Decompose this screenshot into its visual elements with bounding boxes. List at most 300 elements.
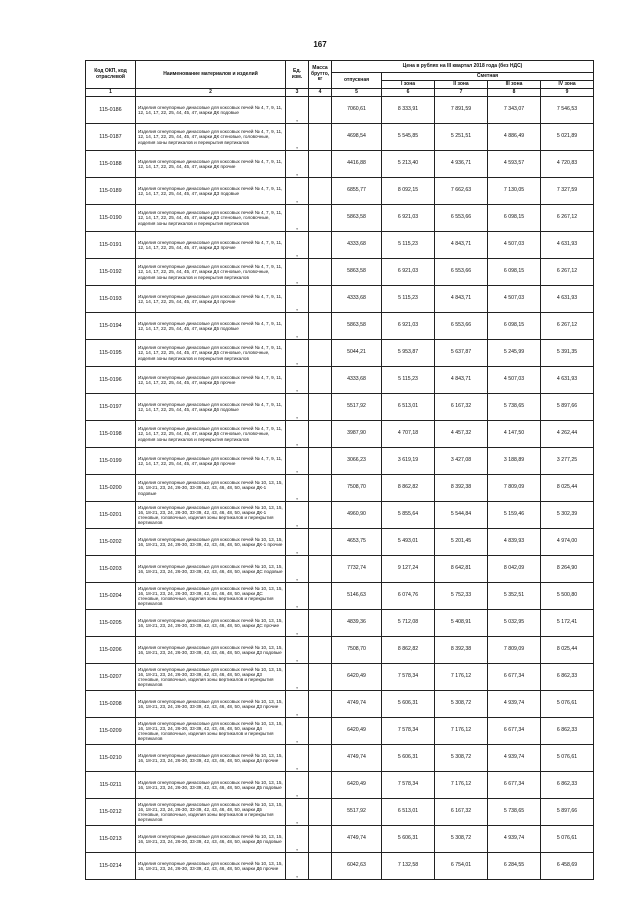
row-name: Изделия огнеупорные динасовые для коксовых печей № 4, 7, 9, 11, 12, 14, 17, 22, 25, 44, 45, 47, марки Д6 подовые [136, 394, 286, 421]
row-unit: т [286, 97, 309, 124]
row-code: 115-0206 [86, 637, 136, 664]
row-unit: т [286, 232, 309, 259]
row-zone-4-price: 5 500,80 [541, 583, 594, 610]
row-mass [309, 367, 332, 394]
row-release-price: 4416,88 [332, 151, 382, 178]
row-name: Изделия огнеупорные динасовые для коксовых печей № 10, 13, 15, 16, 18-21, 23, 24, 26-30, 33-39, 42, 43, 46, 48, 50, марки ДС стеновые, головочные, изделия зоны вертикалов и перекрытия вертикалов [136, 583, 286, 610]
row-zone-3-price: 4 886,49 [488, 124, 541, 151]
table-row [86, 745, 594, 772]
col-number: 7 [435, 89, 488, 97]
row-release-price: 4749,74 [332, 691, 382, 718]
table-row [86, 826, 594, 853]
row-release-price: 7508,70 [332, 637, 382, 664]
row-mass [309, 151, 332, 178]
row-code: 115-0203 [86, 556, 136, 583]
price-table [85, 60, 594, 880]
table-row [86, 421, 594, 448]
row-mass [309, 475, 332, 502]
header-zone-1: I зона [382, 81, 435, 89]
row-zone-3-price: 6 677,34 [488, 772, 541, 799]
row-zone-2-price: 7 662,63 [435, 178, 488, 205]
row-zone-3-price: 5 738,65 [488, 394, 541, 421]
row-zone-1-price: 5 493,01 [382, 529, 435, 556]
row-zone-2-price: 5 544,84 [435, 502, 488, 529]
row-unit: т [286, 583, 309, 610]
row-zone-3-price: 4 507,03 [488, 367, 541, 394]
row-unit: т [286, 529, 309, 556]
row-zone-2-price: 6 167,32 [435, 799, 488, 826]
table-row [86, 475, 594, 502]
row-zone-4-price: 6 267,12 [541, 313, 594, 340]
row-name: Изделия огнеупорные динасовые для коксовых печей № 10, 13, 15, 16, 18-21, 23, 24, 26-30, 33-39, 42, 43, 46, 48, 50, марки Д6 прочие [136, 853, 286, 880]
row-zone-3-price: 6 677,34 [488, 718, 541, 745]
row-release-price: 4698,54 [332, 124, 382, 151]
row-release-price: 3987,90 [332, 421, 382, 448]
row-release-price: 5863,58 [332, 259, 382, 286]
row-code: 115-0209 [86, 718, 136, 745]
row-name: Изделия огнеупорные динасовые для коксовых печей № 10, 13, 15, 16, 18-21, 23, 24, 26-30, 33-39, 42, 43, 46, 48, 50, марки Д4 стеновые, головочные, изделия зоны вертикалов и перекрытия вертикалов [136, 718, 286, 745]
row-release-price: 6420,49 [332, 772, 382, 799]
row-zone-1-price: 5 115,23 [382, 367, 435, 394]
row-zone-2-price: 6 553,66 [435, 313, 488, 340]
row-release-price: 4333,68 [332, 232, 382, 259]
col-number: 6 [382, 89, 435, 97]
row-release-price: 4960,90 [332, 502, 382, 529]
row-code: 115-0192 [86, 259, 136, 286]
row-zone-1-price: 7 132,58 [382, 853, 435, 880]
row-name: Изделия огнеупорные динасовые для коксовых печей № 10, 13, 15, 16, 18-21, 23, 24, 26-30, 33-39, 42, 43, 46, 48, 50, марки ДК-1 подовые [136, 475, 286, 502]
row-mass [309, 826, 332, 853]
header-name: Наименование материалов и изделий [136, 61, 286, 89]
table-row [86, 691, 594, 718]
row-unit: т [286, 772, 309, 799]
row-unit: т [286, 718, 309, 745]
row-release-price: 6855,77 [332, 178, 382, 205]
row-zone-3-price: 7 809,09 [488, 475, 541, 502]
row-zone-3-price: 4 939,74 [488, 745, 541, 772]
row-zone-4-price: 6 862,33 [541, 772, 594, 799]
row-mass [309, 313, 332, 340]
row-unit: т [286, 475, 309, 502]
row-zone-1-price: 5 855,64 [382, 502, 435, 529]
row-release-price: 6042,63 [332, 853, 382, 880]
row-zone-4-price: 6 267,12 [541, 259, 594, 286]
row-name: Изделия огнеупорные динасовые для коксовых печей № 10, 13, 15, 16, 18-21, 23, 24, 26-30, 33-39, 42, 43, 46, 48, 50, марки Д5 подовые [136, 772, 286, 799]
row-release-price: 7060,61 [332, 97, 382, 124]
table-row [86, 610, 594, 637]
row-zone-4-price: 6 862,33 [541, 718, 594, 745]
row-zone-3-price: 8 042,09 [488, 556, 541, 583]
row-zone-2-price: 6 167,32 [435, 394, 488, 421]
row-zone-3-price: 4 939,74 [488, 691, 541, 718]
row-unit: т [286, 556, 309, 583]
row-mass [309, 691, 332, 718]
row-zone-4-price: 5 076,61 [541, 745, 594, 772]
row-zone-1-price: 6 921,03 [382, 259, 435, 286]
row-code: 115-0195 [86, 340, 136, 367]
row-zone-3-price: 5 032,95 [488, 610, 541, 637]
row-zone-2-price: 7 176,12 [435, 772, 488, 799]
row-name: Изделия огнеупорные динасовые для коксовых печей № 4, 7, 9, 11, 12, 14, 17, 22, 25, 44, 45, 47, марки ДК подовые [136, 97, 286, 124]
row-name: Изделия огнеупорные динасовые для коксовых печей № 4, 7, 9, 11, 12, 14, 17, 22, 25, 44, 45, 47, марки Д5 прочие [136, 367, 286, 394]
header-price-group: Цена в рублях на III квартал 2018 года (без НДС) [332, 61, 594, 73]
col-number: 9 [541, 89, 594, 97]
row-release-price: 5146,63 [332, 583, 382, 610]
row-zone-2-price: 3 427,08 [435, 448, 488, 475]
row-unit: т [286, 691, 309, 718]
row-name: Изделия огнеупорные динасовые для коксовых печей № 4, 7, 9, 11, 12, 14, 17, 22, 25, 44, 45, 47, марки ДК стеновые, головочные, изделия зоны вертикалов и перекрытия вертикалов [136, 124, 286, 151]
row-code: 115-0205 [86, 610, 136, 637]
row-zone-1-price: 5 953,87 [382, 340, 435, 367]
col-number: 4 [309, 89, 332, 97]
table-row [86, 367, 594, 394]
row-zone-3-price: 5 245,99 [488, 340, 541, 367]
col-number: 3 [286, 89, 309, 97]
row-zone-1-price: 5 213,40 [382, 151, 435, 178]
row-release-price: 5863,58 [332, 205, 382, 232]
row-mass [309, 340, 332, 367]
row-mass [309, 259, 332, 286]
table-row [86, 583, 594, 610]
row-zone-3-price: 4 147,50 [488, 421, 541, 448]
row-zone-4-price: 5 897,66 [541, 394, 594, 421]
row-zone-1-price: 4 707,18 [382, 421, 435, 448]
row-zone-1-price: 8 862,82 [382, 637, 435, 664]
row-code: 115-0212 [86, 799, 136, 826]
row-code: 115-0202 [86, 529, 136, 556]
row-zone-2-price: 7 176,12 [435, 664, 488, 691]
row-release-price: 4333,68 [332, 286, 382, 313]
row-zone-2-price: 4 843,71 [435, 232, 488, 259]
row-release-price: 6420,49 [332, 718, 382, 745]
table-row [86, 718, 594, 745]
row-zone-4-price: 4 631,93 [541, 232, 594, 259]
row-code: 115-0211 [86, 772, 136, 799]
row-release-price: 4839,36 [332, 610, 382, 637]
row-zone-2-price: 4 843,71 [435, 286, 488, 313]
row-zone-1-price: 7 578,34 [382, 664, 435, 691]
row-zone-3-price: 4 939,74 [488, 826, 541, 853]
row-zone-1-price: 5 115,23 [382, 286, 435, 313]
row-zone-3-price: 7 130,05 [488, 178, 541, 205]
table-row [86, 529, 594, 556]
row-zone-2-price: 5 752,33 [435, 583, 488, 610]
row-unit: т [286, 448, 309, 475]
col-number: 8 [488, 89, 541, 97]
row-unit: т [286, 826, 309, 853]
header-estimate: Сметная [382, 73, 594, 81]
row-code: 115-0214 [86, 853, 136, 880]
row-zone-2-price: 5 408,91 [435, 610, 488, 637]
table-row [86, 394, 594, 421]
row-release-price: 6420,49 [332, 664, 382, 691]
row-name: Изделия огнеупорные динасовые для коксовых печей № 10, 13, 15, 16, 18-21, 23, 24, 26-30, 33-39, 42, 43, 46, 48, 50, марки ДК-1 прочие [136, 529, 286, 556]
row-code: 115-0213 [86, 826, 136, 853]
row-mass [309, 97, 332, 124]
row-name: Изделия огнеупорные динасовые для коксовых печей № 10, 13, 15, 16, 18-21, 23, 24, 26-30, 33-39, 42, 43, 46, 48, 50, марки Д6 подовые [136, 826, 286, 853]
row-mass [309, 178, 332, 205]
row-mass [309, 745, 332, 772]
row-release-price: 4333,68 [332, 367, 382, 394]
row-release-price: 4749,74 [332, 826, 382, 853]
row-name: Изделия огнеупорные динасовые для коксовых печей № 4, 7, 9, 11, 12, 14, 17, 22, 25, 44, 45, 47, марки Д6 прочие [136, 448, 286, 475]
row-zone-4-price: 5 302,39 [541, 502, 594, 529]
row-name: Изделия огнеупорные динасовые для коксовых печей № 10, 13, 15, 16, 18-21, 23, 24, 26-30, 33-39, 42, 43, 46, 48, 50, марки ДС прочие [136, 610, 286, 637]
header-release: отпускная [332, 73, 382, 89]
row-zone-4-price: 5 076,61 [541, 691, 594, 718]
row-unit: т [286, 610, 309, 637]
col-number: 1 [86, 89, 136, 97]
row-zone-3-price: 4 593,57 [488, 151, 541, 178]
row-zone-1-price: 7 578,34 [382, 772, 435, 799]
row-zone-2-price: 8 642,81 [435, 556, 488, 583]
table-row [86, 205, 594, 232]
row-unit: т [286, 394, 309, 421]
row-zone-4-price: 6 267,12 [541, 205, 594, 232]
row-release-price: 3066,23 [332, 448, 382, 475]
row-zone-3-price: 6 284,55 [488, 853, 541, 880]
row-zone-3-price: 6 098,15 [488, 313, 541, 340]
row-zone-4-price: 6 458,69 [541, 853, 594, 880]
row-release-price: 7508,70 [332, 475, 382, 502]
row-mass [309, 718, 332, 745]
row-code: 115-0200 [86, 475, 136, 502]
row-name: Изделия огнеупорные динасовые для коксовых печей № 10, 13, 15, 16, 18-21, 23, 24, 26-30, 33-39, 42, 43, 46, 48, 50, марки Д3 стеновые, головочные, изделия зоны вертикалов и перекрытия вертикалов [136, 664, 286, 691]
row-zone-3-price: 6 098,15 [488, 259, 541, 286]
row-zone-3-price: 6 677,34 [488, 664, 541, 691]
row-unit: т [286, 799, 309, 826]
row-zone-2-price: 4 457,32 [435, 421, 488, 448]
table-row [86, 124, 594, 151]
row-zone-4-price: 8 025,44 [541, 637, 594, 664]
row-mass [309, 853, 332, 880]
row-zone-3-price: 5 352,51 [488, 583, 541, 610]
table-row [86, 313, 594, 340]
row-zone-4-price: 7 546,53 [541, 97, 594, 124]
row-zone-3-price: 4 507,03 [488, 232, 541, 259]
row-name: Изделия огнеупорные динасовые для коксовых печей № 4, 7, 9, 11, 12, 14, 17, 22, 25, 44, 45, 47, марки Д4 прочие [136, 286, 286, 313]
row-zone-1-price: 5 606,31 [382, 691, 435, 718]
table-body [86, 97, 594, 880]
table-row [86, 556, 594, 583]
table-row [86, 286, 594, 313]
row-unit: т [286, 178, 309, 205]
row-code: 115-0194 [86, 313, 136, 340]
row-zone-2-price: 8 392,38 [435, 637, 488, 664]
table-row [86, 664, 594, 691]
row-unit: т [286, 151, 309, 178]
row-code: 115-0191 [86, 232, 136, 259]
row-unit: т [286, 367, 309, 394]
col-number: 5 [332, 89, 382, 97]
row-mass [309, 583, 332, 610]
row-name: Изделия огнеупорные динасовые для коксовых печей № 4, 7, 9, 11, 12, 14, 17, 22, 25, 44, 45, 47, марки Д5 стеновые, головочные, изделия зоны вертикалов и перекрытия вертикалов [136, 340, 286, 367]
row-unit: т [286, 637, 309, 664]
row-zone-3-price: 7 343,07 [488, 97, 541, 124]
row-name: Изделия огнеупорные динасовые для коксовых печей № 4, 7, 9, 11, 12, 14, 17, 22, 25, 44, 45, 47, марки ДЗ подовые [136, 178, 286, 205]
row-code: 115-0193 [86, 286, 136, 313]
table-row [86, 178, 594, 205]
row-code: 115-0210 [86, 745, 136, 772]
row-mass [309, 421, 332, 448]
row-name: Изделия огнеупорные динасовые для коксовых печей № 4, 7, 9, 11, 12, 14, 17, 22, 25, 44, 45, 47, марки ДК прочие [136, 151, 286, 178]
table-row [86, 853, 594, 880]
row-zone-3-price: 5 738,65 [488, 799, 541, 826]
row-name: Изделия огнеупорные динасовые для коксовых печей № 10, 13, 15, 16, 18-21, 23, 24, 26-30, 33-39, 42, 43, 46, 48, 50, марки ДК-1 стеновые, головочные, изделия зоны вертикалов и перекрытия вертикалов [136, 502, 286, 529]
table-row [86, 232, 594, 259]
row-code: 115-0187 [86, 124, 136, 151]
row-zone-4-price: 4 974,00 [541, 529, 594, 556]
row-code: 115-0201 [86, 502, 136, 529]
table-row [86, 340, 594, 367]
row-zone-1-price: 6 513,01 [382, 394, 435, 421]
table-row [86, 448, 594, 475]
row-name: Изделия огнеупорные динасовые для коксовых печей № 4, 7, 9, 11, 12, 14, 17, 22, 25, 44, 45, 47, марки Д6 стеновые, головочные, изделия зоны вертикалов и перекрытия вертикалов [136, 421, 286, 448]
row-zone-2-price: 5 251,51 [435, 124, 488, 151]
row-release-price: 5517,92 [332, 799, 382, 826]
row-zone-4-price: 4 720,83 [541, 151, 594, 178]
row-unit: т [286, 205, 309, 232]
row-release-price: 4749,74 [332, 745, 382, 772]
row-unit: т [286, 421, 309, 448]
row-zone-4-price: 5 391,35 [541, 340, 594, 367]
row-zone-1-price: 5 545,85 [382, 124, 435, 151]
row-zone-4-price: 4 262,44 [541, 421, 594, 448]
row-name: Изделия огнеупорные динасовые для коксовых печей № 10, 13, 15, 16, 18-21, 23, 24, 26-30, 33-39, 42, 43, 46, 48, 50, марки Д3 прочие [136, 691, 286, 718]
row-unit: т [286, 853, 309, 880]
row-unit: т [286, 286, 309, 313]
row-zone-1-price: 5 606,31 [382, 826, 435, 853]
header-mass: Масса брутто, кг [309, 61, 332, 89]
column-numbers-row [86, 89, 594, 97]
row-zone-1-price: 7 578,34 [382, 718, 435, 745]
row-zone-2-price: 5 201,45 [435, 529, 488, 556]
row-release-price: 7732,74 [332, 556, 382, 583]
row-zone-4-price: 8 264,90 [541, 556, 594, 583]
row-unit: т [286, 745, 309, 772]
header-zone-3: III зона [488, 81, 541, 89]
row-code: 115-0208 [86, 691, 136, 718]
table-row [86, 502, 594, 529]
table-row [86, 259, 594, 286]
row-zone-2-price: 6 553,66 [435, 259, 488, 286]
row-zone-4-price: 6 862,33 [541, 664, 594, 691]
table-header [86, 61, 594, 97]
row-mass [309, 394, 332, 421]
row-release-price: 4653,75 [332, 529, 382, 556]
row-mass [309, 610, 332, 637]
table-row [86, 799, 594, 826]
row-name: Изделия огнеупорные динасовые для коксовых печей № 10, 13, 15, 16, 18-21, 23, 24, 26-30, 33-39, 42, 43, 46, 48, 50, марки Д3 подовые [136, 637, 286, 664]
row-zone-2-price: 4 843,71 [435, 367, 488, 394]
row-unit: т [286, 313, 309, 340]
row-zone-2-price: 7 891,59 [435, 97, 488, 124]
row-zone-1-price: 9 127,24 [382, 556, 435, 583]
row-name: Изделия огнеупорные динасовые для коксовых печей № 4, 7, 9, 11, 12, 14, 17, 22, 25, 44, 45, 47, марки ДЗ стеновые, головочные, изделия зоны вертикалов и перекрытия вертикалов [136, 205, 286, 232]
row-code: 115-0198 [86, 421, 136, 448]
row-mass [309, 772, 332, 799]
row-code: 115-0197 [86, 394, 136, 421]
row-zone-1-price: 8 862,82 [382, 475, 435, 502]
row-zone-1-price: 6 921,03 [382, 313, 435, 340]
row-name: Изделия огнеупорные динасовые для коксовых печей № 10, 13, 15, 16, 18-21, 23, 24, 26-30, 33-39, 42, 43, 46, 48, 50, марки Д4 прочие [136, 745, 286, 772]
row-zone-3-price: 4 507,03 [488, 286, 541, 313]
row-code: 115-0186 [86, 97, 136, 124]
row-zone-1-price: 8 092,15 [382, 178, 435, 205]
row-mass [309, 448, 332, 475]
row-code: 115-0188 [86, 151, 136, 178]
header-code: Код ОКП, код отраслевой [86, 61, 136, 89]
row-zone-1-price: 6 074,76 [382, 583, 435, 610]
row-unit: т [286, 340, 309, 367]
row-name: Изделия огнеупорные динасовые для коксовых печей № 10, 13, 15, 16, 18-21, 23, 24, 26-30, 33-39, 42, 43, 46, 48, 50, марки ДС подовые [136, 556, 286, 583]
table-row [86, 97, 594, 124]
row-zone-3-price: 7 809,09 [488, 637, 541, 664]
row-zone-1-price: 5 115,23 [382, 232, 435, 259]
row-mass [309, 205, 332, 232]
row-zone-1-price: 3 619,19 [382, 448, 435, 475]
row-zone-2-price: 5 308,72 [435, 826, 488, 853]
row-zone-4-price: 5 076,61 [541, 826, 594, 853]
row-zone-4-price: 5 021,89 [541, 124, 594, 151]
row-code: 115-0204 [86, 583, 136, 610]
row-release-price: 5863,58 [332, 313, 382, 340]
row-zone-4-price: 5 897,66 [541, 799, 594, 826]
col-number: 2 [136, 89, 286, 97]
header-zone-2: II зона [435, 81, 488, 89]
row-zone-3-price: 3 188,89 [488, 448, 541, 475]
page-number: 167 [313, 40, 327, 49]
row-zone-4-price: 8 025,44 [541, 475, 594, 502]
row-mass [309, 232, 332, 259]
header-unit: Ед. изм. [286, 61, 309, 89]
row-name: Изделия огнеупорные динасовые для коксовых печей № 4, 7, 9, 11, 12, 14, 17, 22, 25, 44, 45, 47, марки Д5 подовые [136, 313, 286, 340]
table-row [86, 772, 594, 799]
row-zone-2-price: 6 553,66 [435, 205, 488, 232]
header-zone-4: IV зона [541, 81, 594, 89]
row-unit: т [286, 124, 309, 151]
row-name: Изделия огнеупорные динасовые для коксовых печей № 10, 13, 15, 16, 18-21, 23, 24, 26-30, 33-39, 42, 43, 46, 48, 50, марки Д5 стеновые, головочные, изделия зоны вертикалов и перекрытия вертикалов [136, 799, 286, 826]
table-row [86, 637, 594, 664]
row-zone-2-price: 7 176,12 [435, 718, 488, 745]
row-mass [309, 124, 332, 151]
row-zone-2-price: 5 308,72 [435, 691, 488, 718]
row-name: Изделия огнеупорные динасовые для коксовых печей № 4, 7, 9, 11, 12, 14, 17, 22, 25, 44, 45, 47, марки Д4 стеновые, головочные, изделия зоны вертикалов и перекрытия вертикалов [136, 259, 286, 286]
row-zone-4-price: 7 327,59 [541, 178, 594, 205]
row-mass [309, 664, 332, 691]
row-zone-2-price: 5 637,87 [435, 340, 488, 367]
row-release-price: 5517,92 [332, 394, 382, 421]
row-unit: т [286, 259, 309, 286]
row-mass [309, 502, 332, 529]
row-code: 115-0189 [86, 178, 136, 205]
row-zone-3-price: 5 159,46 [488, 502, 541, 529]
row-mass [309, 286, 332, 313]
row-zone-2-price: 5 308,72 [435, 745, 488, 772]
row-zone-2-price: 8 392,38 [435, 475, 488, 502]
row-zone-3-price: 4 839,93 [488, 529, 541, 556]
row-zone-4-price: 3 277,25 [541, 448, 594, 475]
row-code: 115-0196 [86, 367, 136, 394]
row-name: Изделия огнеупорные динасовые для коксовых печей № 4, 7, 9, 11, 12, 14, 17, 22, 25, 44, 45, 47, марки ДЗ прочие [136, 232, 286, 259]
row-zone-2-price: 6 754,01 [435, 853, 488, 880]
row-mass [309, 637, 332, 664]
row-code: 115-0207 [86, 664, 136, 691]
row-mass [309, 799, 332, 826]
row-zone-4-price: 4 631,93 [541, 286, 594, 313]
row-zone-4-price: 5 172,41 [541, 610, 594, 637]
row-mass [309, 529, 332, 556]
